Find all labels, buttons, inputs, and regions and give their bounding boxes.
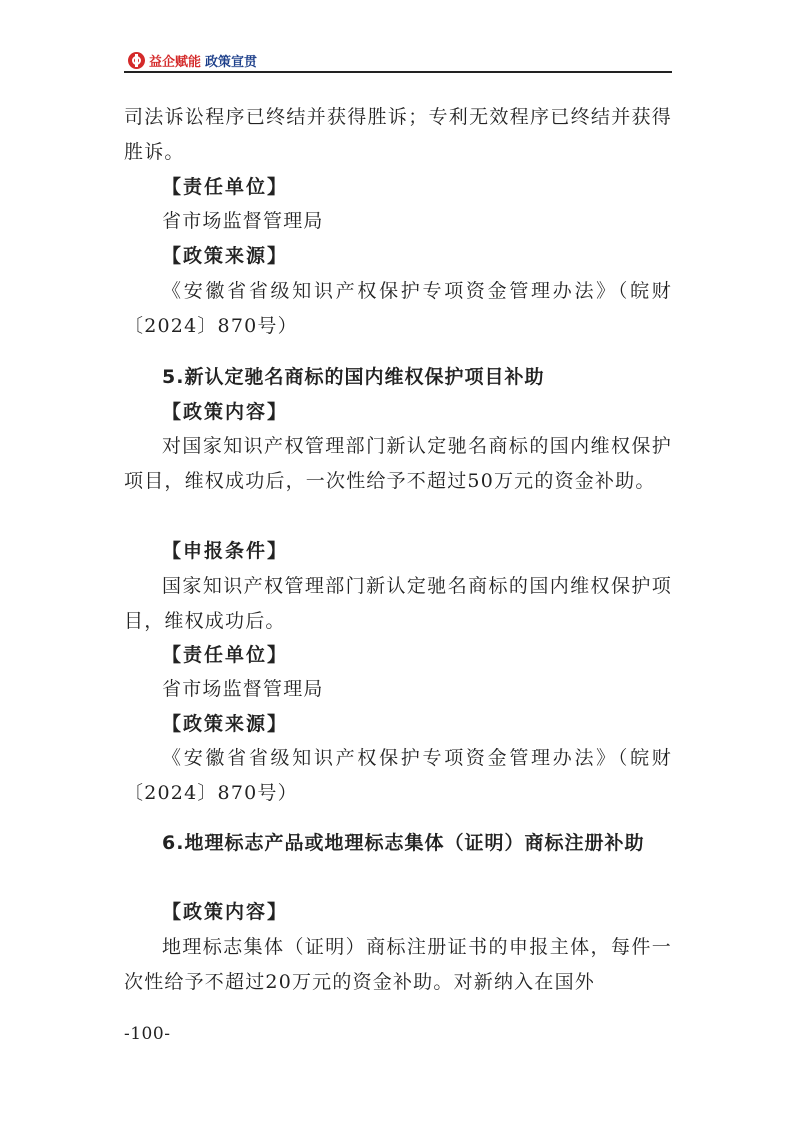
section-tag-policy-content: 【政策内容】 xyxy=(162,401,289,423)
responsible-unit-text: 省市场监督管理局 xyxy=(162,678,324,700)
section-heading-5: 5.新认定驰名商标的国内维权保护项目补助 xyxy=(162,366,545,388)
responsible-unit-text: 省市场监督管理局 xyxy=(162,210,324,232)
policy-source-text: 《安徽省省级知识产权保护专项资金管理办法》（皖财〔2024〕870号） xyxy=(124,280,672,337)
header-divider xyxy=(124,71,672,73)
policy-source-text: 《安徽省省级知识产权保护专项资金管理办法》（皖财〔2024〕870号） xyxy=(124,747,672,804)
section-tag-application-conditions: 【申报条件】 xyxy=(162,540,289,562)
brand-logo xyxy=(128,51,257,70)
section-tag-policy-source: 【政策来源】 xyxy=(162,713,289,735)
section-tag-responsible-unit: 【责任单位】 xyxy=(162,176,289,198)
brand-name-blue: 政策宣贯 xyxy=(205,55,258,70)
policy-content-text: 地理标志集体（证明）商标注册证书的申报主体，每件一次性给予不超过20万元的资金补助。对新纳入在国外 xyxy=(124,936,672,993)
section-tag-responsible-unit: 【责任单位】 xyxy=(162,644,289,666)
section-heading-6: 6.地理标志产品或地理标志集体（证明）商标注册补助 xyxy=(162,832,645,854)
page-number: -100- xyxy=(124,1024,171,1044)
policy-content-text: 对国家知识产权管理部门新认定驰名商标的国内维权保护项目，维权成功后，一次性给予不超过50万元的资金补助。 xyxy=(124,435,672,492)
paragraph-continuation: 司法诉讼程序已终结并获得胜诉；专利无效程序已终结并获得胜诉。 xyxy=(124,106,672,163)
section-tag-policy-source: 【政策来源】 xyxy=(162,245,289,267)
circle-logo-icon xyxy=(128,52,145,69)
application-conditions-text: 国家知识产权管理部门新认定驰名商标的国内维权保护项目，维权成功后。 xyxy=(124,575,672,632)
brand-name-red: 益企赋能 xyxy=(149,55,202,70)
section-tag-policy-content: 【政策内容】 xyxy=(162,901,289,923)
page-header xyxy=(124,50,672,74)
